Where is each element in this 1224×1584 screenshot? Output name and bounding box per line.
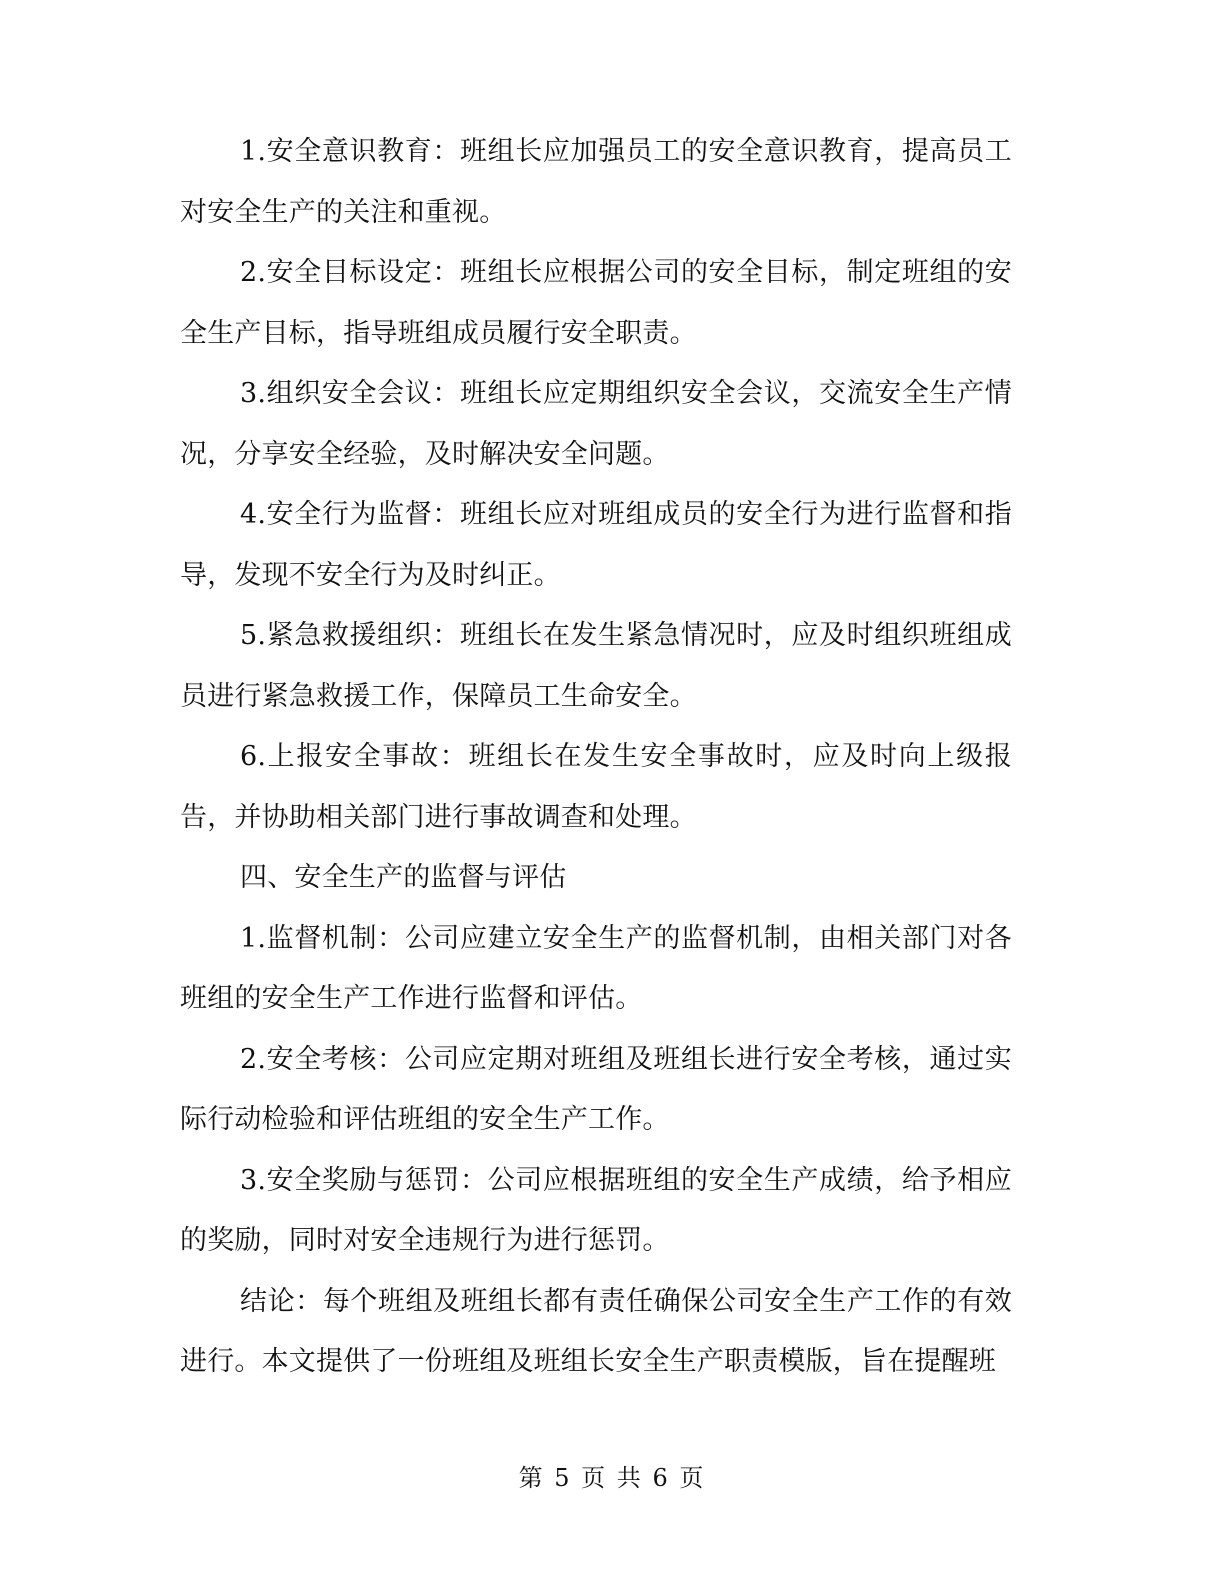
page-number: 第 5 页 共 6 页 xyxy=(518,1464,706,1492)
document-body xyxy=(180,122,1012,1393)
paragraph-behavior-supervision: 4.安全行为监督：班组长应对班组成员的安全行为进行监督和指导，发现不安全行为及时纠正。 xyxy=(180,499,1012,591)
paragraph-emergency-rescue: 5.紧急救援组织：班组长在发生紧急情况时，应及时组织班组成员进行紧急救援工作，保障员工生命安全。 xyxy=(180,620,1012,712)
paragraph-safety-awareness: 1.安全意识教育：班组长应加强员工的安全意识教育，提高员工对安全生产的关注和重视。 xyxy=(180,136,1012,228)
paragraph-safety-assessment: 2.安全考核：公司应定期对班组及班组长进行安全考核，通过实际行动检验和评估班组的安全生产工作。 xyxy=(180,1043,1012,1135)
section-heading-supervision-evaluation: 四、安全生产的监督与评估 xyxy=(240,862,567,893)
paragraph-supervision-mechanism: 1.监督机制：公司应建立安全生产的监督机制，由相关部门对各班组的安全生产工作进行监督和评估。 xyxy=(180,922,1012,1014)
paragraph-safety-goals: 2.安全目标设定：班组长应根据公司的安全目标，制定班组的安全生产目标，指导班组成员履行安全职责。 xyxy=(180,257,1012,349)
paragraph-accident-reporting: 6.上报安全事故：班组长在发生安全事故时，应及时向上级报告，并协助相关部门进行事故调查和处理。 xyxy=(180,741,1012,833)
paragraph-rewards-penalties: 3.安全奖励与惩罚：公司应根据班组的安全生产成绩，给予相应的奖励，同时对安全违规行为进行惩罚。 xyxy=(180,1164,1012,1256)
paragraph-conclusion: 结论：每个班组及班组长都有责任确保公司安全生产工作的有效进行。本文提供了一份班组及班组长安全生产职责模版，旨在提醒班 xyxy=(180,1285,1012,1377)
page-footer xyxy=(0,1462,1224,1494)
paragraph-safety-meetings: 3.组织安全会议：班组长应定期组织安全会议，交流安全生产情况，分享安全经验，及时解决安全问题。 xyxy=(180,378,1012,470)
